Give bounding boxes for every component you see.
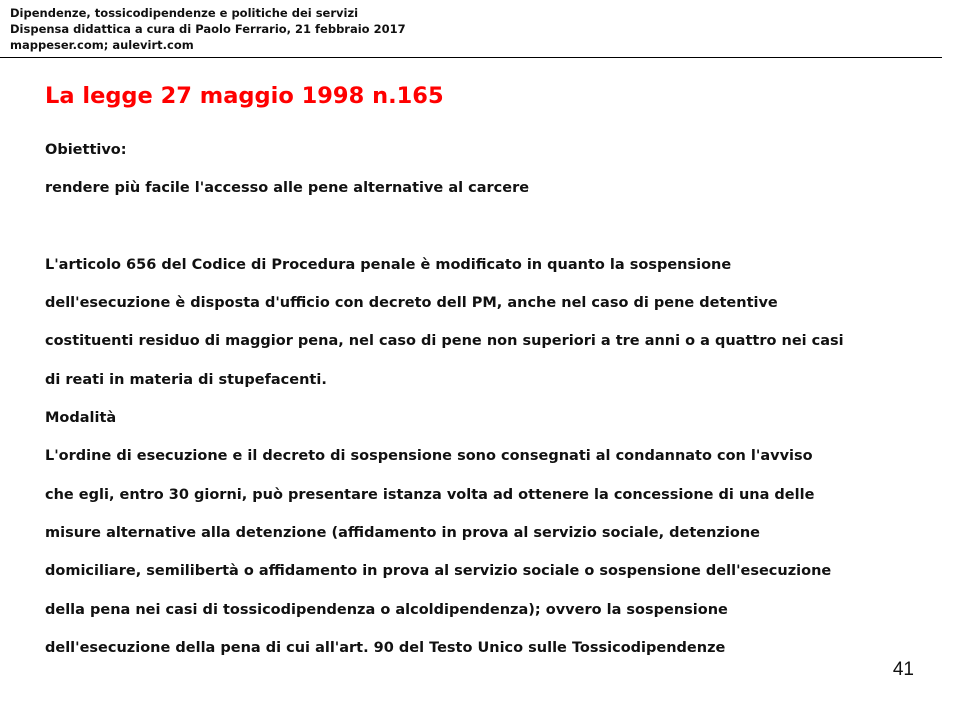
slide-title: La legge 27 maggio 1998 n.165 [45,83,444,109]
body-line-objective-heading: Obiettivo: [45,142,127,158]
body-line-modalita-heading: Modalità [45,410,117,427]
header-author-date: Dispensa didattica a cura di Paolo Ferrario, 21 febbraio 2017 [10,22,406,36]
body-line: della pena nei casi di tossicodipendenza o alcoldipendenza); ovvero la sospensione [45,601,728,618]
body-line: costituenti residuo di maggior pena, nel caso di pene non superiori a tre anni o a quattro nei casi [45,333,844,350]
slide-body [45,131,925,667]
body-line: L'articolo 656 del Codice di Procedura penale è modificato in quanto la sospensione [45,256,732,273]
body-line: L'ordine di esecuzione e il decreto di sospensione sono consegnati al condannato con l'avviso [45,448,813,465]
body-line: che egli, entro 30 giorni, può presentare istanza volta ad ottenere la concessione di una delle [45,486,815,503]
body-line-blank [45,208,925,246]
header-course-title: Dipendenze, tossicodipendenze e politiche dei servizi [10,6,359,20]
body-line: rendere più facile l'accesso alle pene alternative al carcere [45,180,530,197]
header-websites: mappeser.com; aulevirt.com [10,38,194,52]
body-line: dell'esecuzione della pena di cui all'art. 90 del Testo Unico sulle Tossicodipendenze [45,639,726,656]
body-line: domiciliare, semilibertà o affidamento in prova al servizio sociale o sospensione dell'esecuzione [45,563,832,580]
document-header [10,5,406,53]
body-line: dell'esecuzione è disposta d'ufficio con decreto dell PM, anche nel caso di pene detentive [45,295,778,312]
body-line: di reati in materia di stupefacenti. [45,371,327,388]
header-divider [0,57,942,58]
page-number: 41 [892,659,914,680]
body-line: misure alternative alla detenzione (affidamento in prova al servizio sociale, detenzione [45,524,760,541]
